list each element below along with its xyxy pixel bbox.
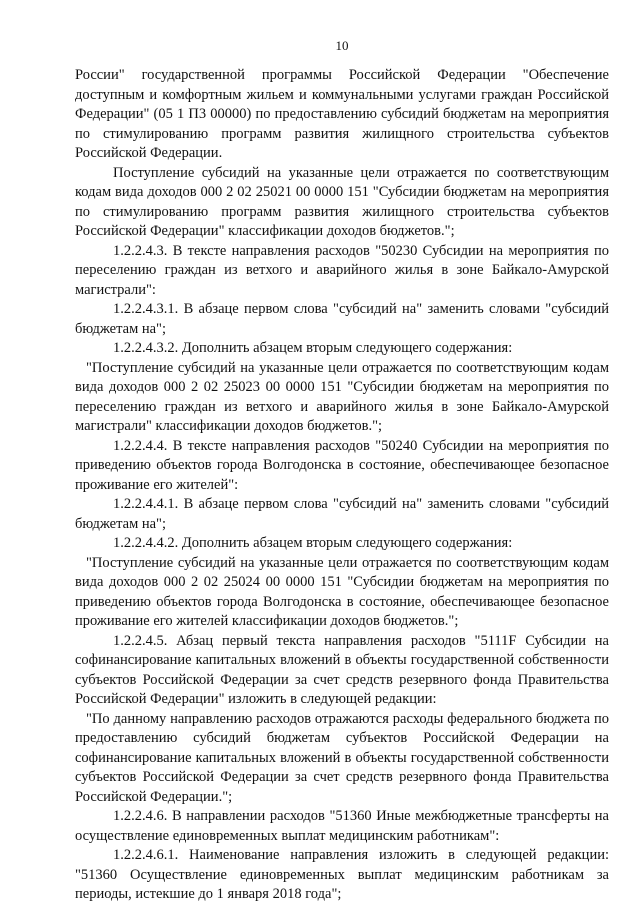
- paragraph: 1.2.2.4.5. Абзац первый текста направления расходов "5111F Субсидии на софинансирование капитальных вложений в объекты государственной собственности субъектов Российской Федерации за счет средств резервного фонда Правительства Российской Федерации" изложить в следующей редакции:: [75, 632, 609, 707]
- paragraph: 1.2.2.4.6. В направлении расходов "51360 Иные межбюджетные трансферты на осуществление единовременных выплат медицинским работникам":: [75, 808, 609, 844]
- paragraph: 1.2.2.4.4. В тексте направления расходов "50240 Субсидии на мероприятия по приведению объектов города Волгодонска в состояние, обеспечивающее безопасное проживание его жителей":: [75, 437, 609, 493]
- page-number: 10: [335, 38, 349, 53]
- paragraph: 1.2.2.4.4.1. В абзаце первом слова "субсидий на" заменить словами "субсидий бюджетам на";: [75, 496, 609, 532]
- paragraph: 1.2.2.4.4.2. Дополнить абзацем вторым следующего содержания:: [113, 535, 513, 551]
- document-body: [75, 66, 609, 905]
- paragraph: 1.2.2.4.3.2. Дополнить абзацем вторым следующего содержания:: [113, 340, 513, 356]
- paragraph: 1.2.2.4.6.1. Наименование направления изложить в следующей редакции: "51360 Осуществление единовременных выплат медицинским работникам за периоды, истекшие до 1 января 2018 года";: [75, 847, 609, 902]
- paragraph: Поступление субсидий на указанные цели отражается по соответствующим кодам вида доходов 000 2 02 25021 00 0000 151 "Субсидии бюджетам на мероприятия по стимулированию программ развития жилищного строительства субъектов Российской Федерации" классификации доходов бюджетов.";: [75, 164, 609, 239]
- paragraph: 1.2.2.4.3. В тексте направления расходов "50230 Субсидии на мероприятия по переселению граждан из ветхого и аварийного жилья в зоне Байкало-Амурской магистрали":: [75, 242, 609, 298]
- document-page: [75, 0, 609, 905]
- paragraph: России" государственной программы Российской Федерации "Обеспечение доступным и комфортным жильем и коммунальными услугами граждан Российской Федерации" (05 1 П3 00000) по предоставлению субсидий бюджетам на мероприятия по стимулированию программ развития жилищного строительства субъектов Российской Федерации.: [75, 67, 609, 161]
- paragraph: 1.2.2.4.3.1. В абзаце первом слова "субсидий на" заменить словами "субсидий бюджетам на";: [75, 301, 609, 337]
- paragraph: "По данному направлению расходов отражаются расходы федерального бюджета по предоставлению субсидий бюджетам субъектов Российской Федерации на софинансирование капитальных вложений в объекты государственной собственности субъектов Российской Федерации за счет средств резервного фонда Правительства Российской Федерации.";: [75, 710, 609, 805]
- paragraph: "Поступление субсидий на указанные цели отражается по соответствующим кодам вида доходов 000 2 02 25023 00 0000 151 "Субсидии бюджетам на мероприятия по переселению граждан из ветхого и аварийного жилья в зоне Байкало-Амурской магистрали" классификации доходов бюджетов.";: [75, 359, 609, 434]
- paragraph: "Поступление субсидий на указанные цели отражается по соответствующим кодам вида доходов 000 2 02 25024 00 0000 151 "Субсидии бюджетам на мероприятия по приведению объектов города Волгодонска в состояние, обеспечивающее безопасное проживание его жителей классификации доходов бюджетов.";: [75, 554, 609, 629]
